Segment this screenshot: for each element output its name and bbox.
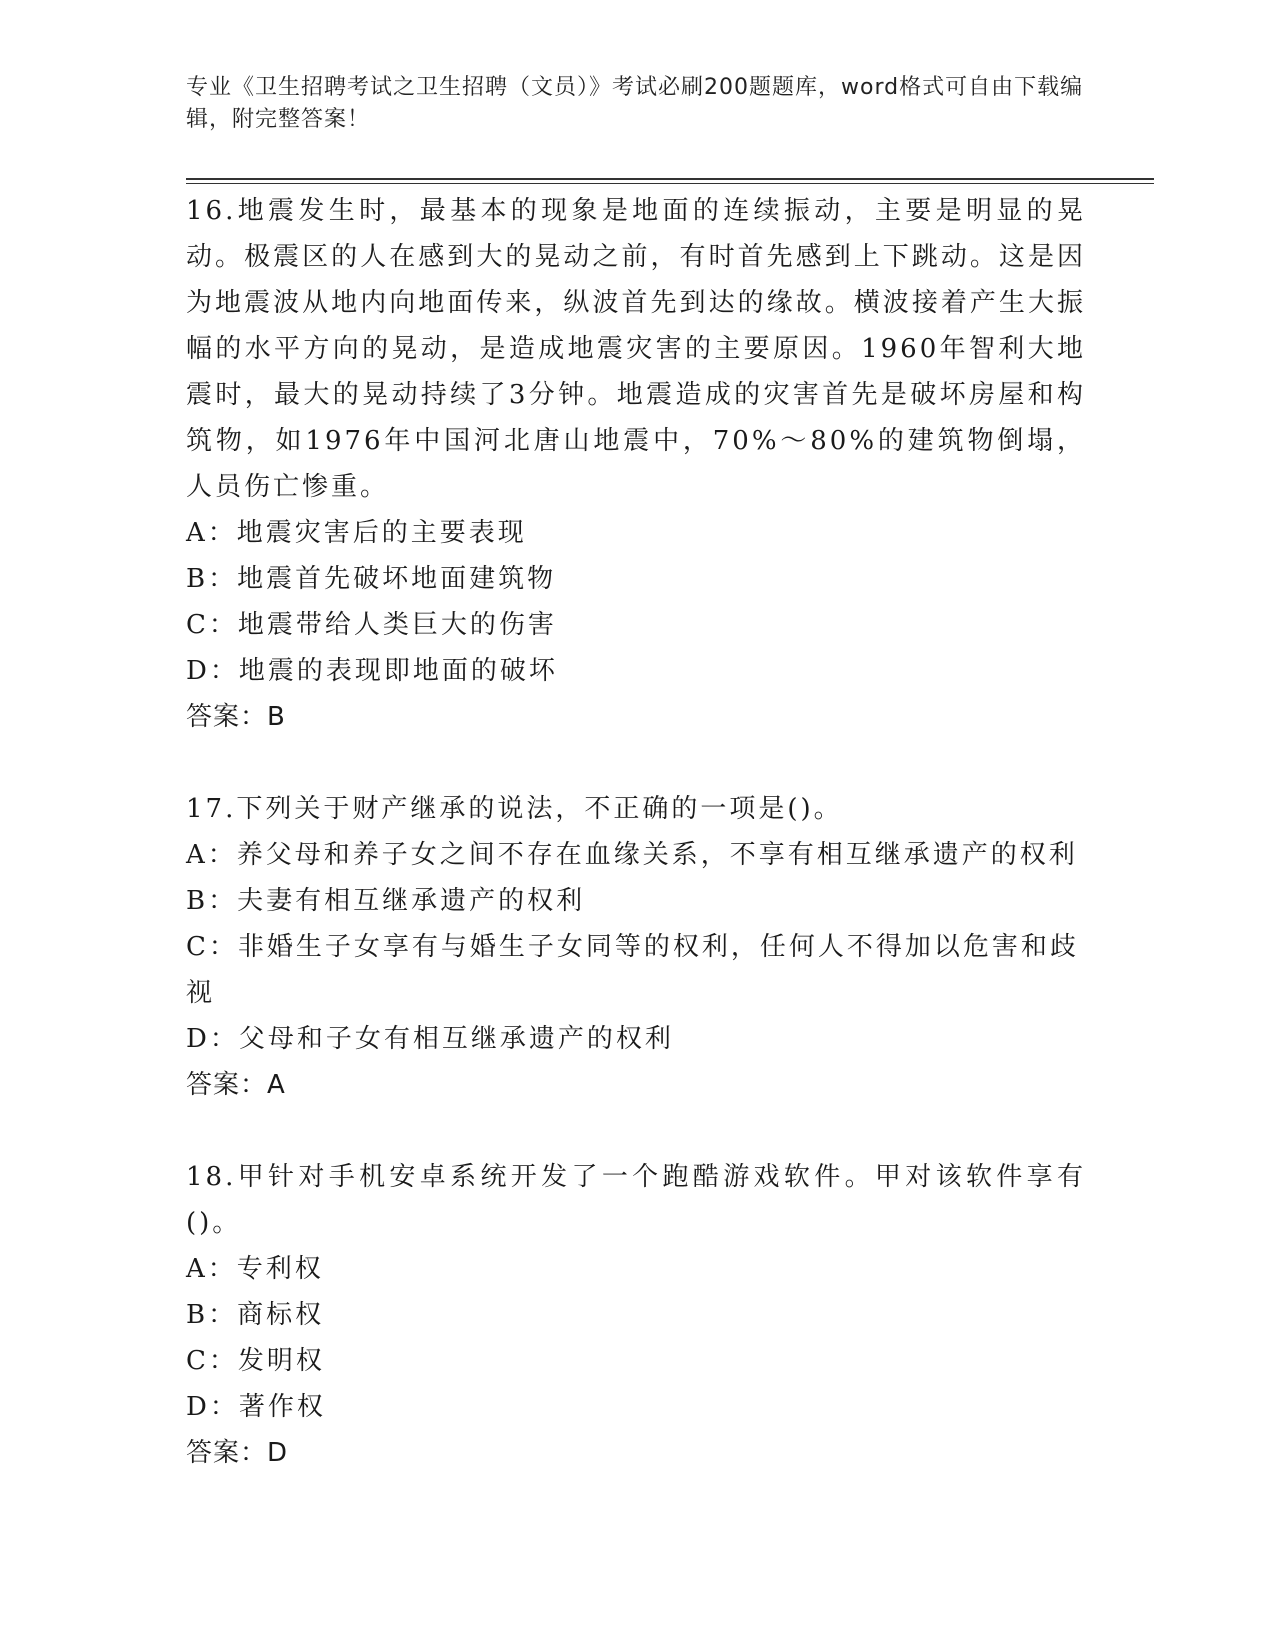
question-16	[186, 188, 1086, 740]
option-a: A：地震灾害后的主要表现	[186, 518, 527, 548]
question-list	[186, 188, 1086, 1476]
header-rule-thin	[186, 183, 1154, 184]
question-stem: 17.下列关于财产继承的说法，不正确的一项是()。	[186, 794, 843, 824]
option-c: C：非婚生子女享有与婚生子女同等的权利，任何人不得加以危害和歧视	[186, 932, 1079, 1008]
question-17	[186, 786, 1086, 1108]
question-stem: 18.甲针对手机安卓系统开发了一个跑酷游戏软件。甲对该软件享有()。	[186, 1162, 1086, 1238]
option-a: A：养父母和养子女之间不存在血缘关系，不享有相互继承遗产的权利	[186, 840, 1078, 870]
question-stem: 16.地震发生时，最基本的现象是地面的连续振动，主要是明显的晃动。极震区的人在感到大的晃动之前，有时首先感到上下跳动。这是因为地震波从地内向地面传来，纵波首先到达的缘故。横波接着产生大振幅的水平方向的晃动，是造成地震灾害的主要原因。1960年智利大地震时，最大的晃动持续了3分钟。地震造成的灾害首先是破坏房屋和构筑物，如1976年中国河北唐山地震中，70%～80%的建筑物倒塌，人员伤亡惨重。	[186, 196, 1086, 502]
document-header: 专业《卫生招聘考试之卫生招聘（文员）》考试必刷200题题库，word格式可自由下载编辑，附完整答案！	[186, 75, 1084, 132]
answer-text: 答案：B	[186, 702, 286, 732]
option-b: B：商标权	[186, 1300, 325, 1330]
option-d: D：著作权	[186, 1392, 326, 1422]
answer-text: 答案：A	[186, 1070, 286, 1100]
header-rule	[186, 178, 1154, 180]
answer-text: 答案：D	[186, 1438, 289, 1468]
option-c: C：地震带给人类巨大的伤害	[186, 610, 557, 640]
question-spacer	[186, 1108, 1086, 1154]
question-spacer	[186, 740, 1086, 786]
option-b: B：地震首先破坏地面建筑物	[186, 564, 557, 594]
question-18	[186, 1154, 1086, 1476]
option-a: A：专利权	[186, 1254, 324, 1284]
option-d: D：父母和子女有相互继承遗产的权利	[186, 1024, 674, 1054]
option-b: B：夫妻有相互继承遗产的权利	[186, 886, 586, 916]
option-c: C：发明权	[186, 1346, 325, 1376]
option-d: D：地震的表现即地面的破坏	[186, 656, 558, 686]
